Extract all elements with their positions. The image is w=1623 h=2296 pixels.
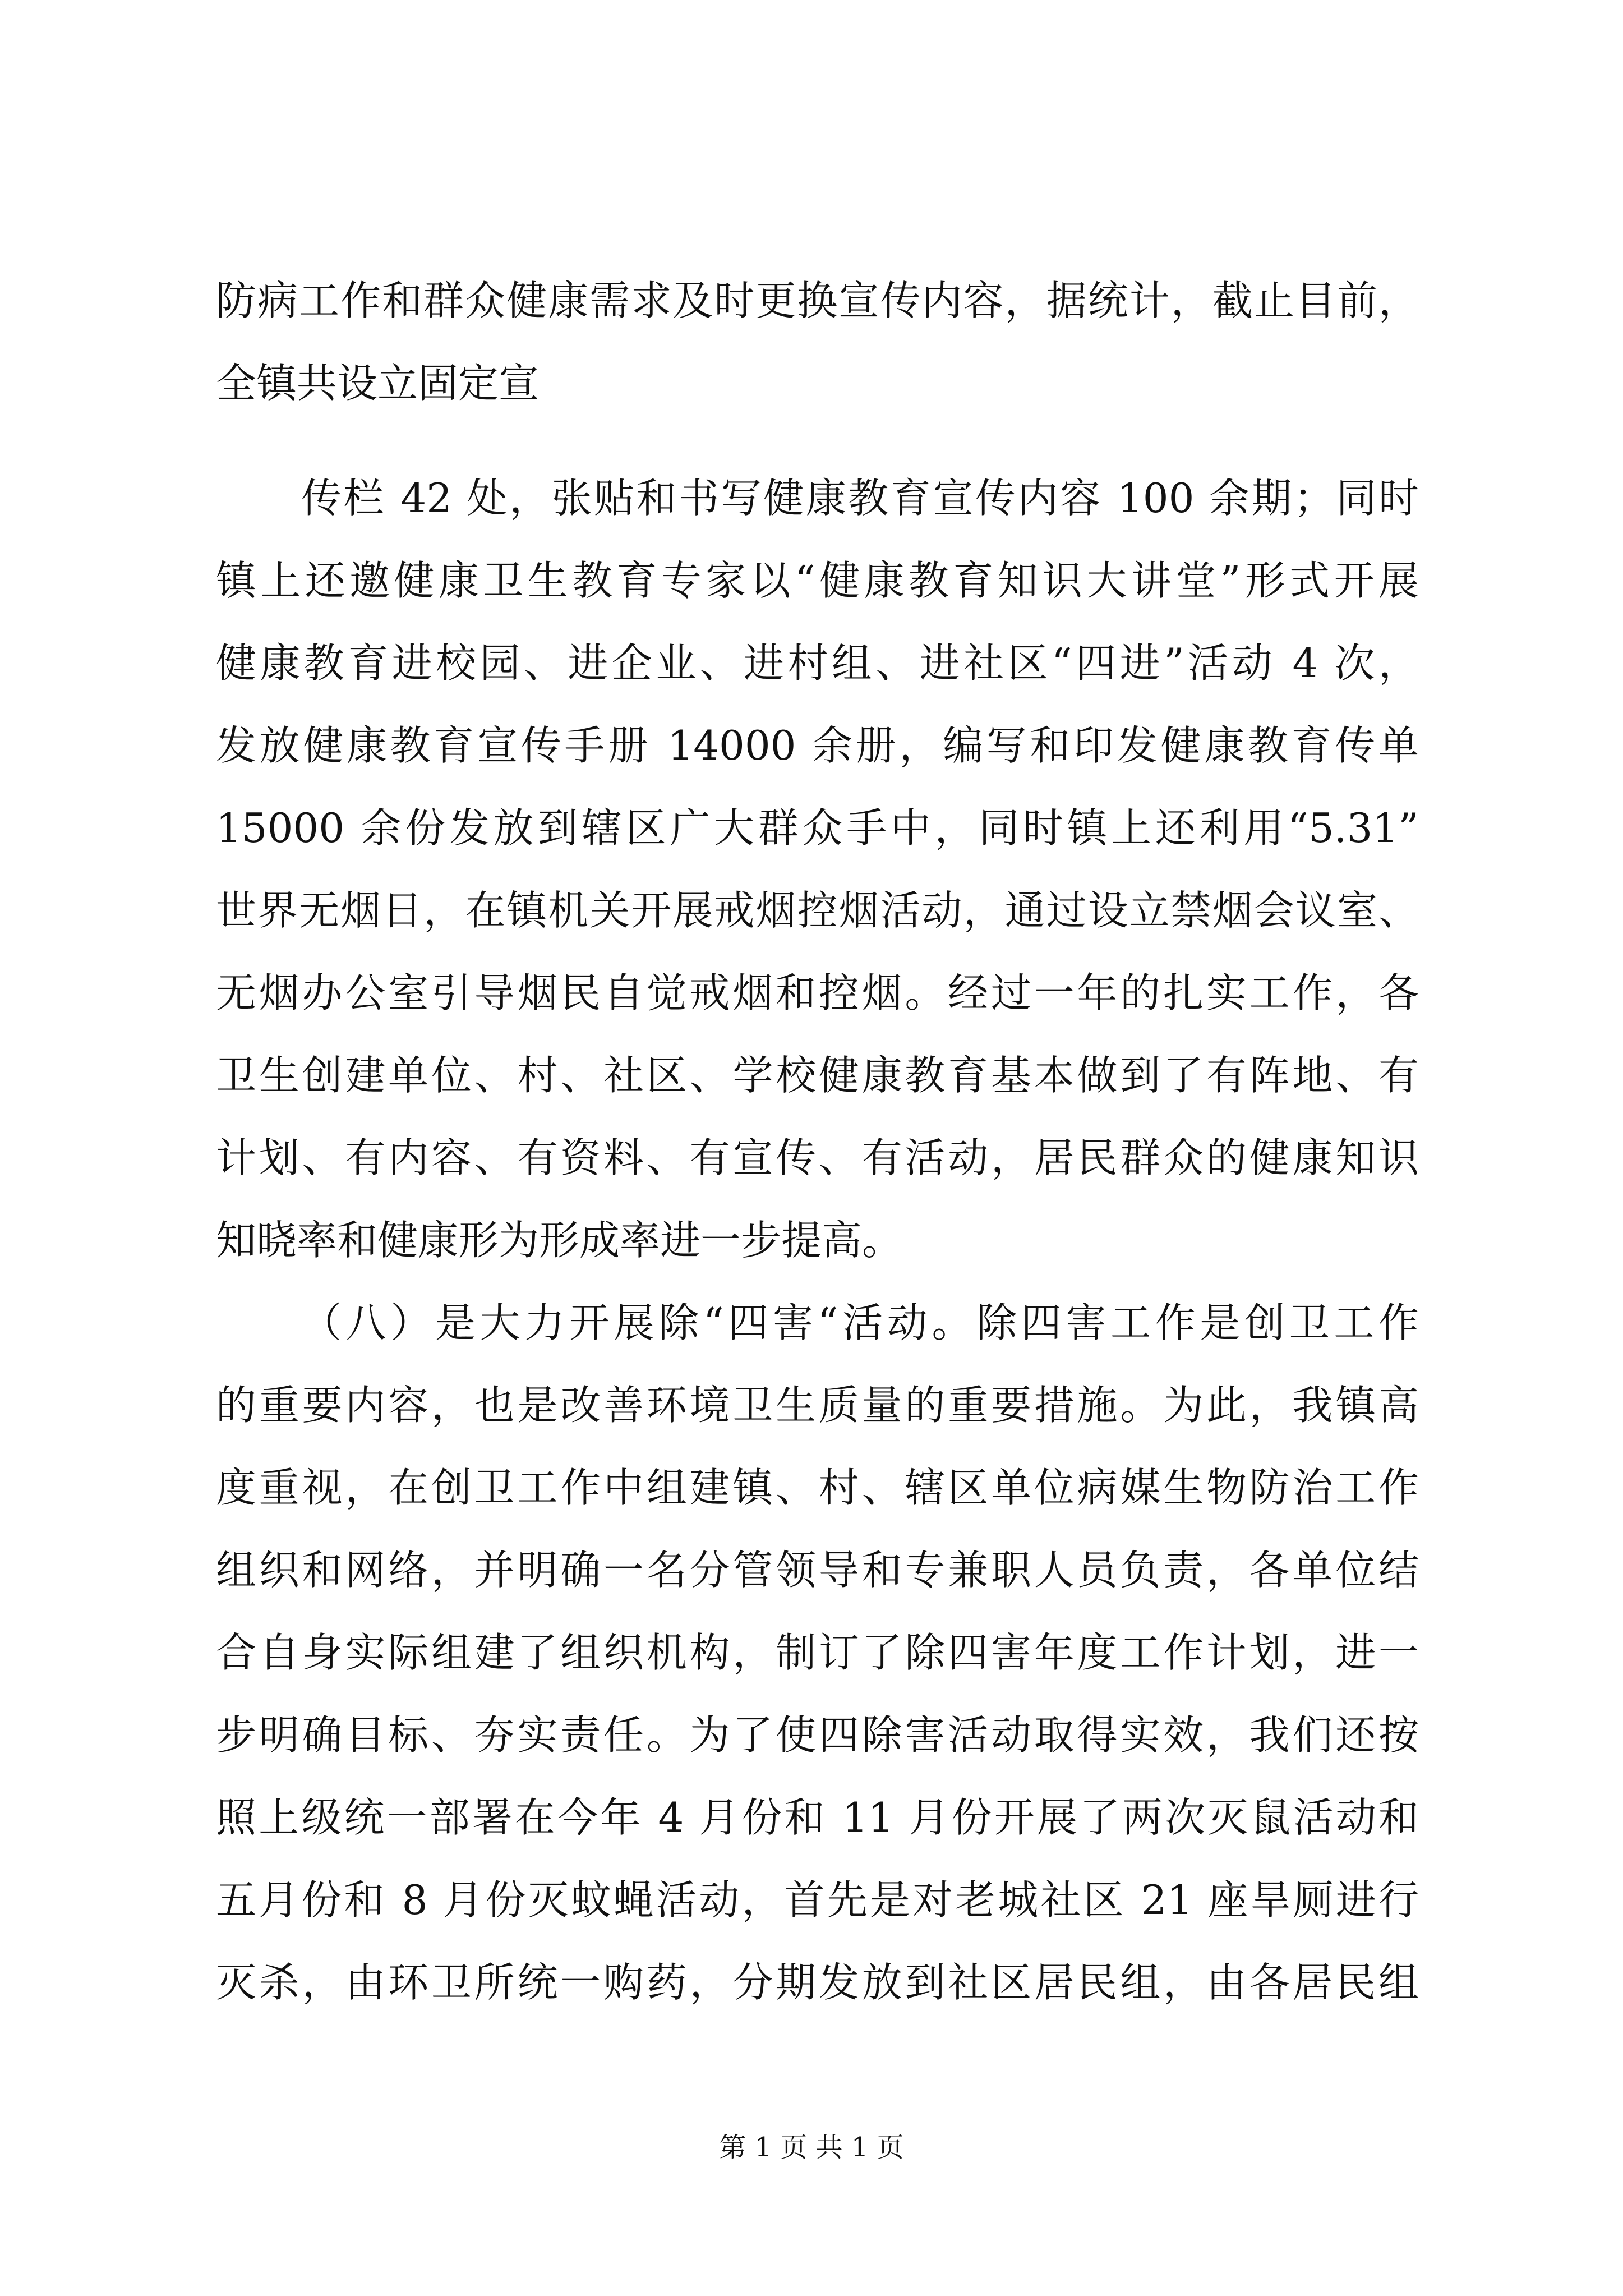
paragraph-line: 度重视，在创卫工作中组建镇、村、辖区单位病媒生物防治工作 [216, 1464, 1419, 1511]
page-footer: 第 1 页 共 1 页 [719, 2132, 904, 2163]
paragraph-line: 全镇共设立固定宣 [216, 360, 540, 407]
paragraph-line: 灭杀，由环卫所统一购药，分期发放到社区居民组，由各居民组 [216, 1959, 1419, 2006]
paragraph-line: 健康教育进校园、进企业、进村组、进社区“四进”活动 4 次， [216, 639, 1419, 687]
paragraph-line: 传栏 42 处，张贴和书写健康教育宣传内容 100 余期；同时 [301, 475, 1419, 522]
paragraph-line: 镇上还邀健康卫生教育专家以“健康教育知识大讲堂”形式开展 [216, 557, 1419, 604]
body-paragraph [216, 260, 1419, 425]
paragraph-line: 组织和网络，并明确一名分管领导和专兼职人员负责，各单位结 [216, 1547, 1419, 1594]
paragraph-line: 防病工作和群众健康需求及时更换宣传内容，据统计，截止目前， [216, 277, 1419, 324]
paragraph-line: （八）是大力开展除“四害“活动。除四害工作是创卫工作 [301, 1299, 1419, 1346]
paragraph-line: 发放健康教育宣传手册 14000 余册，编写和印发健康教育传单 [216, 722, 1419, 769]
paragraph-line: 15000 余份发放到辖区广大群众手中，同时镇上还利用“5.31” [216, 804, 1419, 852]
paragraph-line: 卫生创建单位、村、社区、学校健康教育基本做到了有阵地、有 [216, 1052, 1419, 1099]
document-body [216, 260, 1419, 2024]
paragraph-line: 计划、有内容、有资料、有宣传、有活动，居民群众的健康知识 [216, 1134, 1419, 1181]
paragraph-line: 五月份和 8 月份灭蚊蝇活动，首先是对老城社区 21 座旱厕进行 [216, 1876, 1419, 1924]
paragraph-line: 无烟办公室引导烟民自觉戒烟和控烟。经过一年的扎实工作，各 [216, 969, 1419, 1016]
paragraph-line: 步明确目标、夯实责任。为了使四除害活动取得实效，我们还按 [216, 1711, 1419, 1759]
body-paragraph [216, 1282, 1419, 2024]
paragraph-line: 合自身实际组建了组织机构，制订了除四害年度工作计划，进一 [216, 1629, 1419, 1676]
body-paragraph [216, 457, 1419, 1282]
paragraph-line: 照上级统一部署在今年 4 月份和 11 月份开展了两次灭鼠活动和 [216, 1794, 1419, 1841]
paragraph-line: 的重要内容，也是改善环境卫生质量的重要措施。为此，我镇高 [216, 1382, 1419, 1429]
paragraph-line: 知晓率和健康形为形成率进一步提高。 [216, 1217, 903, 1264]
paragraph-line: 世界无烟日，在镇机关开展戒烟控烟活动，通过设立禁烟会议室、 [216, 887, 1419, 934]
